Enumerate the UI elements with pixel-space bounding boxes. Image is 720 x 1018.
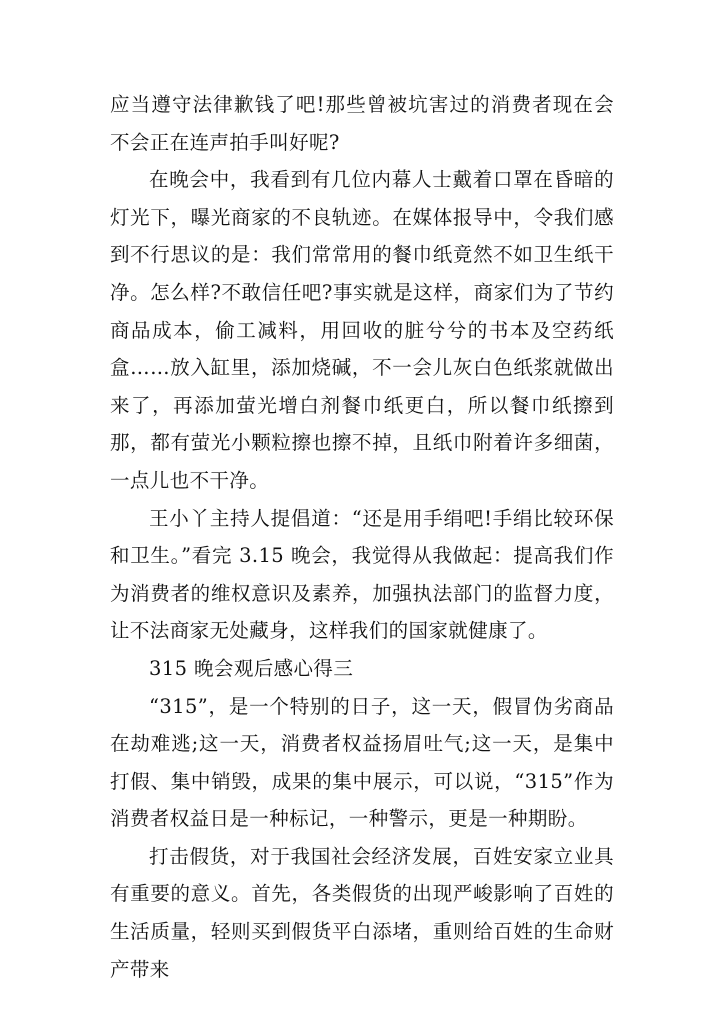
paragraph-1: 应当遵守法律歉钱了吧!那些曾被坑害过的消费者现在会不会正在连声拍手叫好呢? <box>110 93 614 154</box>
paragraph-3: 王小丫主持人提倡道：“还是用手绢吧!手绢比较环保和卫生。”看完 3.15 晚会，我觉得从我做起：提高我们作为消费者的维权意识及素养，加强执法部门的监督力度，让不法商家无处藏身，这样我们的国家就健康了。 <box>110 506 614 643</box>
paragraph-5: 打击假货，对于我国社会经济发展，百姓安家立业具有重要的意义。首先，各类假货的出现严峻影响了百姓的生活质量，轻则买到假货平白添堵，重则给百姓的生命财产带来 <box>110 844 614 981</box>
article-body <box>110 86 614 988</box>
paragraph-2: 在晚会中，我看到有几位内幕人士戴着口罩在昏暗的灯光下，曝光商家的不良轨迹。在媒体报导中，令我们感到不行思议的是：我们常常用的餐巾纸竟然不如卫生纸干净。怎么样?不敢信任吧?事实就是这样，商家们为了节约商品成本，偷工减料，用回收的脏兮兮的书本及空药纸盒……放入缸里，添加烧碱，不一会儿灰白色纸浆就做出来了，再添加萤光增白剂餐巾纸更白，所以餐巾纸擦到那，都有萤光小颗粒擦也擦不掉，且纸巾附着许多细菌，一点儿也不干净。 <box>110 168 614 492</box>
section-heading: 315 晚会观后感心得三 <box>149 656 354 680</box>
paragraph-4: “315”，是一个特别的日子，这一天，假冒伪劣商品在劫难逃;这一天，消费者权益扬眉吐气;这一天，是集中打假、集中销毁，成果的集中展示，可以说，“315”作为消费者权益日是一种标记，一种警示，更是一种期盼。 <box>110 694 614 831</box>
